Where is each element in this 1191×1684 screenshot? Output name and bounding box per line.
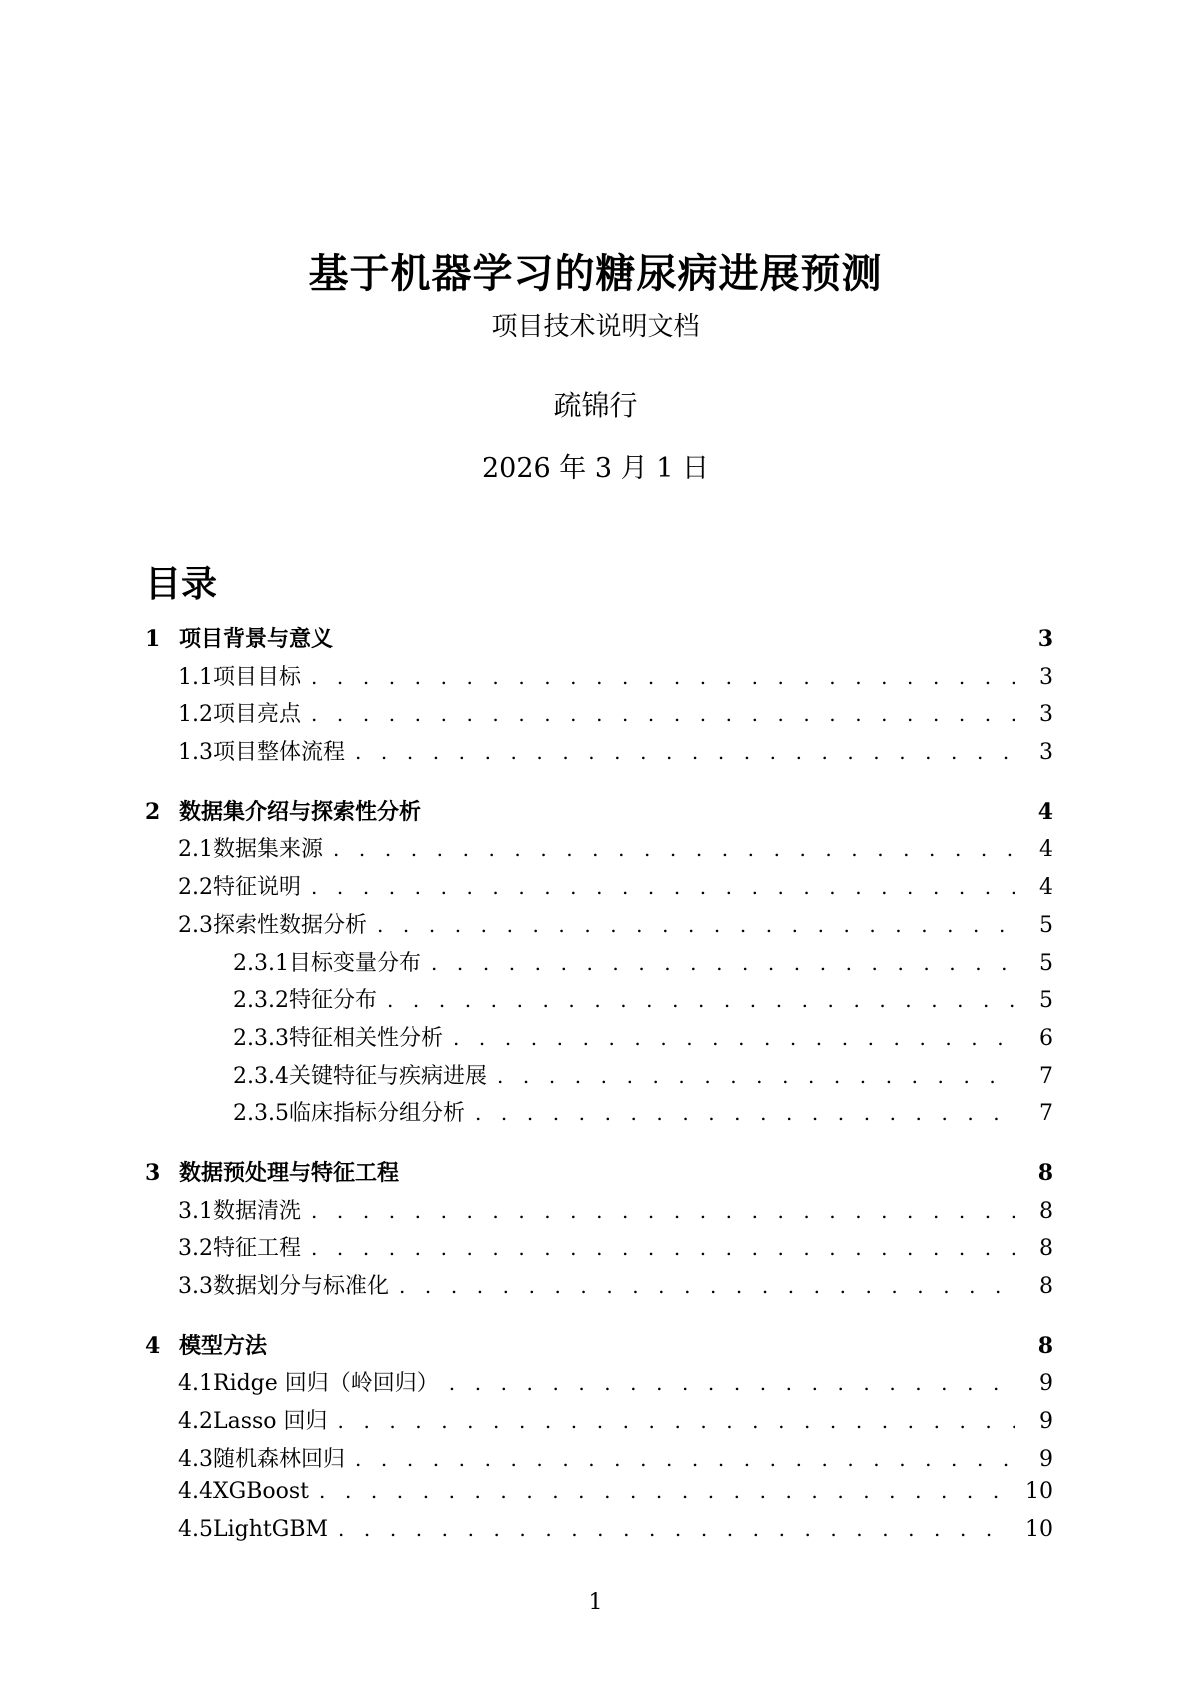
toc-entry-page: 3: [1039, 664, 1053, 690]
toc-entry-label: 数据集来源: [213, 837, 324, 863]
toc-subsubsection-entry[interactable]: [145, 983, 1053, 1021]
toc-entry-number: 4.3: [178, 1446, 213, 1472]
table-of-contents: [145, 622, 1053, 1555]
toc-entry-label: 随机森林回归: [213, 1446, 346, 1472]
toc-dot-leader: [311, 875, 1015, 899]
toc-entry-label: 模型方法: [179, 1332, 268, 1359]
toc-dot-leader: [311, 702, 1015, 726]
toc-entry-label: 数据集介绍与探索性分析: [179, 798, 422, 825]
toc-entry-page: 8: [1039, 1198, 1053, 1224]
toc-entry-page: 5: [1039, 988, 1053, 1014]
toc-entry-page: 9: [1039, 1371, 1053, 1397]
toc-entry-label: LightGBM: [213, 1517, 329, 1543]
toc-subsubsection-entry[interactable]: [145, 1059, 1053, 1097]
toc-subsection-entry[interactable]: [145, 1366, 1053, 1404]
toc-dot-leader: [399, 1274, 1015, 1298]
toc-entry-page: 8: [1039, 1274, 1053, 1299]
toc-entry-label: 数据预处理与特征工程: [179, 1159, 400, 1186]
toc-entry-label: 关键特征与疾病进展: [288, 1063, 487, 1089]
toc-entry-label: Ridge 回归（岭回归）: [213, 1371, 439, 1397]
toc-entry-number: 1.2: [178, 702, 213, 728]
toc-dot-leader: [311, 1199, 1015, 1223]
toc-subsection-entry[interactable]: [145, 735, 1053, 773]
toc-entry-label: 特征说明: [213, 875, 302, 901]
toc-dot-leader: [453, 1026, 1015, 1050]
toc-entry-page: 4: [1039, 837, 1053, 863]
toc-entry-label: Lasso 回归: [213, 1409, 328, 1435]
toc-entry-number: 1.1: [178, 664, 213, 690]
toc-subsection-entry[interactable]: [145, 1442, 1053, 1480]
toc-entry-number: 2.2: [178, 875, 213, 901]
toc-entry-page: 4: [1039, 875, 1053, 901]
toc-subsection-entry[interactable]: [145, 1194, 1053, 1232]
toc-entry-number: 4.5: [178, 1517, 213, 1543]
toc-dot-leader: [333, 837, 1015, 861]
toc-dot-leader: [338, 1517, 1011, 1541]
toc-entry-number: 2.3.1: [233, 950, 289, 976]
toc-entry-label: 特征工程: [213, 1236, 302, 1262]
toc-entry-number: 3.3: [178, 1274, 213, 1299]
toc-entry-number: 2.3.3: [233, 1025, 289, 1051]
toc-entry-number: 2.1: [178, 837, 213, 863]
toc-entry-page: 9: [1039, 1409, 1053, 1435]
toc-entry-label: 项目目标: [213, 664, 302, 690]
toc-entry-number: 2.3: [178, 912, 213, 938]
toc-heading: 目录: [145, 563, 218, 605]
toc-entry-page: 8: [1037, 1332, 1053, 1359]
toc-entry-number: 2.3.2: [233, 988, 289, 1014]
toc-entry-page: 10: [1025, 1479, 1053, 1505]
toc-section-entry[interactable]: [145, 622, 1053, 660]
toc-entry-number: 2: [145, 798, 161, 825]
toc-section-entry[interactable]: [145, 795, 1053, 833]
toc-subsubsection-entry[interactable]: [145, 946, 1053, 984]
toc-entry-number: 1: [145, 626, 161, 652]
toc-subsection-entry[interactable]: [145, 1404, 1053, 1442]
toc-subsection-entry[interactable]: [145, 660, 1053, 698]
toc-entry-page: 7: [1039, 1101, 1053, 1127]
toc-entry-number: 1.3: [178, 740, 213, 766]
toc-dot-leader: [497, 1064, 1015, 1088]
toc-subsection-entry[interactable]: [145, 870, 1053, 908]
toc-dot-leader: [449, 1371, 1015, 1395]
toc-dot-leader: [311, 1236, 1015, 1260]
toc-entry-page: 3: [1037, 626, 1053, 652]
toc-dot-leader: [431, 951, 1015, 975]
toc-subsection-entry[interactable]: [145, 832, 1053, 870]
toc-entry-number: 3: [145, 1159, 161, 1186]
toc-dot-leader: [387, 988, 1015, 1012]
toc-entry-page: 7: [1039, 1063, 1053, 1089]
toc-subsection-entry[interactable]: [145, 1517, 1053, 1555]
toc-entry-label: 探索性数据分析: [213, 912, 368, 938]
toc-entry-page: 5: [1039, 950, 1053, 976]
toc-dot-leader: [355, 740, 1015, 764]
toc-entry-page: 5: [1039, 912, 1053, 938]
document-title: 基于机器学习的糖尿病进展预测: [308, 250, 883, 297]
toc-entry-label: 项目背景与意义: [179, 626, 334, 652]
toc-entry-number: 2.3.5: [233, 1101, 289, 1127]
toc-entry-number: 3.1: [178, 1198, 213, 1224]
toc-subsection-entry[interactable]: [145, 697, 1053, 735]
toc-entry-label: 数据划分与标准化: [213, 1274, 390, 1299]
toc-subsection-entry[interactable]: [145, 1479, 1053, 1517]
toc-entry-label: 数据清洗: [213, 1198, 302, 1224]
toc-entry-label: 特征相关性分析: [288, 1025, 443, 1051]
toc-entry-number: 4.4: [178, 1479, 213, 1505]
toc-entry-number: 4: [145, 1332, 161, 1359]
toc-dot-leader: [377, 913, 1015, 937]
toc-dot-leader: [338, 1409, 1015, 1433]
toc-subsubsection-entry[interactable]: [145, 1096, 1053, 1134]
toc-subsection-entry[interactable]: [145, 908, 1053, 946]
toc-dot-leader: [311, 665, 1015, 689]
toc-entry-label: 项目整体流程: [213, 740, 346, 766]
toc-entry-label: 目标变量分布: [288, 950, 421, 976]
toc-entry-page: 9: [1039, 1446, 1053, 1472]
toc-entry-number: 2.3.4: [233, 1063, 289, 1089]
toc-entry-number: 4.2: [178, 1409, 213, 1435]
toc-entry-label: XGBoost: [213, 1479, 310, 1505]
toc-entry-page: 3: [1039, 740, 1053, 766]
toc-entry-number: 3.2: [178, 1236, 213, 1262]
toc-entry-label: 临床指标分组分析: [288, 1101, 465, 1127]
toc-entry-page: 3: [1039, 702, 1053, 728]
toc-entry-page: 6: [1039, 1025, 1053, 1051]
toc-entry-page: 4: [1037, 798, 1053, 825]
toc-dot-leader: [319, 1479, 1011, 1503]
toc-dot-leader: [355, 1447, 1015, 1471]
toc-entry-label: 项目亮点: [213, 702, 302, 728]
page-number: 1: [588, 1590, 603, 1615]
document-author: 疏锦行: [553, 389, 638, 422]
toc-section-entry[interactable]: [145, 1156, 1053, 1194]
toc-dot-leader: [475, 1101, 1015, 1125]
toc-subsection-entry[interactable]: [145, 1231, 1053, 1269]
toc-subsubsection-entry[interactable]: [145, 1021, 1053, 1059]
toc-entry-page: 8: [1037, 1159, 1053, 1186]
document-date: 2026 年 3 月 1 日: [482, 453, 709, 484]
toc-entry-page: 8: [1039, 1236, 1053, 1262]
toc-entry-page: 10: [1025, 1517, 1053, 1543]
toc-entry-number: 4.1: [178, 1371, 213, 1397]
toc-section-entry[interactable]: [145, 1329, 1053, 1367]
toc-subsection-entry[interactable]: [145, 1269, 1053, 1307]
document-subtitle: 项目技术说明文档: [491, 312, 700, 342]
toc-entry-label: 特征分布: [288, 988, 377, 1014]
